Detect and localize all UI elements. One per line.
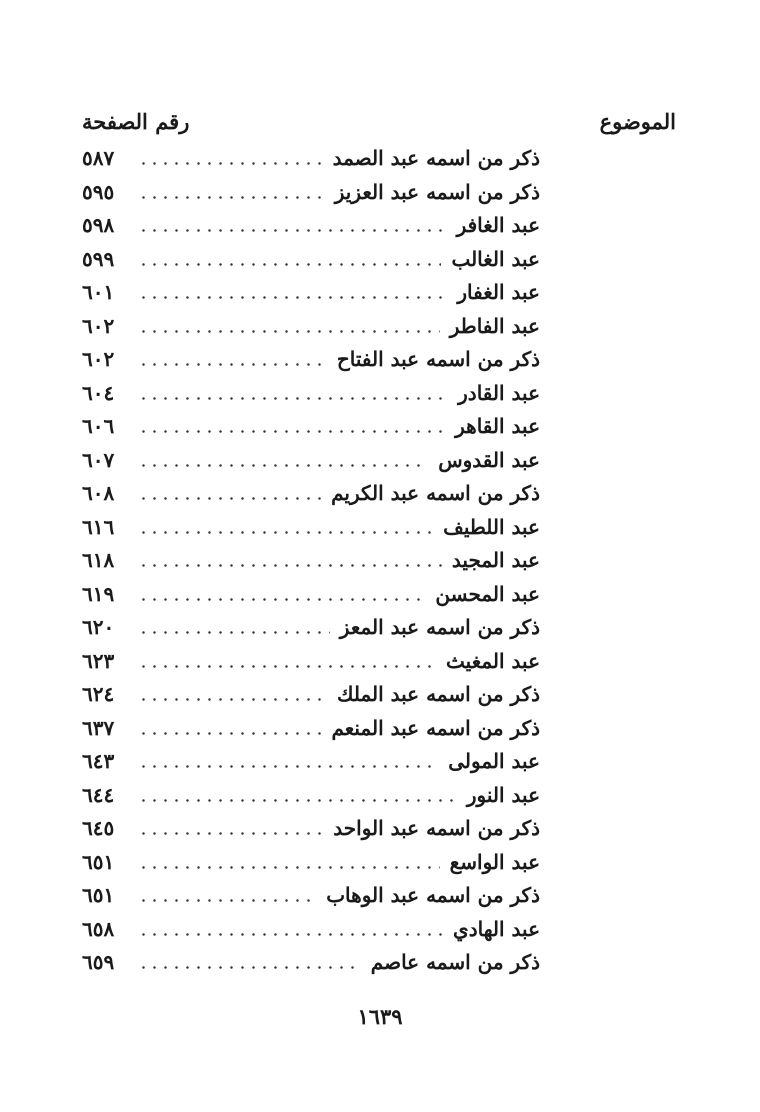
toc-entry — [82, 645, 540, 679]
toc-entry — [82, 812, 540, 846]
toc-entry-title: عبد الفاطر — [449, 313, 540, 338]
toc-entry-page: ٦٠٧ — [82, 447, 115, 472]
toc-entry-title: ذكر من اسمه عبد المنعم — [331, 715, 540, 740]
toc-entry-title: عبد المجيد — [451, 548, 540, 573]
toc-entry-page: ٦٥٨ — [82, 916, 115, 941]
toc-entry-title: ذكر من اسمه عبد الفتاح — [336, 347, 540, 372]
toc-entry-title: عبد اللطيف — [443, 514, 540, 539]
dot-leader — [138, 899, 316, 902]
toc-entry-title: ذكر من اسمه عبد المعز — [339, 615, 540, 640]
toc-entry — [82, 142, 540, 176]
toc-entry-title: ذكر من اسمه عبد العزيز — [334, 179, 540, 204]
toc-entry-title: ذكر من اسمه عبد الصمد — [332, 146, 540, 171]
toc-entry-page: ٦٤٤ — [82, 782, 115, 807]
toc-entry — [82, 410, 540, 444]
toc-entry-page: ٦٥١ — [82, 849, 115, 874]
toc-entry — [82, 176, 540, 210]
toc-entry-page: ٦٤٥ — [82, 816, 115, 841]
topic-column-heading: الموضوع — [599, 108, 676, 134]
toc-entry-title: عبد الغالب — [451, 246, 540, 271]
toc-entry — [82, 243, 540, 277]
dot-leader — [138, 296, 447, 299]
toc-entry-title: عبد المولى — [448, 749, 540, 774]
dot-leader — [138, 732, 321, 735]
toc-entry-page: ٦٠٨ — [82, 481, 115, 506]
toc-entry — [82, 444, 540, 478]
toc-entry-title: ذكر من اسمه عبد الكريم — [331, 481, 540, 506]
toc-entry — [82, 377, 540, 411]
toc-entry-page: ٦٢٠ — [82, 615, 115, 640]
toc-entry — [82, 678, 540, 712]
dot-leader — [138, 698, 327, 701]
toc-entry-page: ٦٤٣ — [82, 749, 115, 774]
dot-leader — [138, 665, 436, 668]
toc-entry-page: ٥٨٧ — [82, 146, 115, 171]
toc-entry — [82, 310, 540, 344]
toc-entry-title: عبد الهادي — [453, 916, 540, 941]
toc-entry-page: ٦١٦ — [82, 514, 115, 539]
dot-leader — [138, 631, 330, 634]
toc-entry — [82, 343, 540, 377]
toc-entry — [82, 611, 540, 645]
dot-leader — [138, 832, 323, 835]
toc-entry — [82, 578, 540, 612]
toc-entry — [82, 879, 540, 913]
dot-leader — [138, 933, 443, 936]
dot-leader — [138, 966, 361, 969]
toc-entry — [82, 209, 540, 243]
toc-entry-title: عبد المحسن — [435, 581, 540, 606]
dot-leader — [138, 363, 327, 366]
toc-entry-page: ٦٠٢ — [82, 313, 115, 338]
dot-leader — [138, 866, 440, 869]
toc-entry-page: ٥٩٨ — [82, 213, 115, 238]
dot-leader — [138, 531, 433, 534]
toc-entry — [82, 946, 540, 980]
dot-leader — [138, 162, 323, 165]
toc-entry-page: ٦١٩ — [82, 581, 115, 606]
toc-entry-page: ٥٩٥ — [82, 179, 115, 204]
toc-entry-page: ٦١٨ — [82, 548, 115, 573]
toc-entry-title: ذكر من اسمه عبد الوهاب — [326, 883, 540, 908]
toc-entry — [82, 276, 540, 310]
toc-entry — [82, 846, 540, 880]
toc-entry-page: ٥٩٩ — [82, 246, 115, 271]
toc-entry-title: عبد النور — [466, 782, 540, 807]
toc-entry-page: ٦٢٣ — [82, 648, 115, 673]
toc-entry-page: ٦٠١ — [82, 280, 115, 305]
toc-entry-title: عبد الواسع — [449, 849, 540, 874]
dot-leader — [138, 330, 440, 333]
dot-leader — [138, 564, 442, 567]
toc-entry-title: عبد الغفار — [457, 280, 540, 305]
dot-leader — [138, 464, 428, 467]
toc-entry-page: ٦٣٧ — [82, 715, 115, 740]
toc-entry-title: ذكر من اسمه عاصم — [370, 950, 540, 975]
toc-entry-title: عبد المغيث — [446, 648, 540, 673]
toc-entry-title: ذكر من اسمه عبد الواحد — [333, 816, 540, 841]
toc-entry-title: عبد القدوس — [438, 447, 540, 472]
page-number-footer: ١٦٣٩ — [357, 1004, 403, 1029]
toc-entry-title: عبد القادر — [458, 380, 540, 405]
toc-entry — [82, 511, 540, 545]
toc-entry-title: عبد القاهر — [455, 414, 540, 439]
toc-entry — [82, 712, 540, 746]
dot-leader — [138, 229, 447, 232]
toc-entry — [82, 477, 540, 511]
toc-entry — [82, 544, 540, 578]
toc-entry-title: عبد الغافر — [456, 213, 540, 238]
toc-entry-page: ٦٠٦ — [82, 414, 115, 439]
toc-entry — [82, 745, 540, 779]
dot-leader — [138, 430, 445, 433]
dot-leader — [138, 196, 325, 199]
dot-leader — [138, 397, 448, 400]
dot-leader — [138, 598, 425, 601]
toc-entry — [82, 779, 540, 813]
toc-header — [82, 104, 676, 138]
toc-entry-page: ٦٥١ — [82, 883, 115, 908]
dot-leader — [138, 263, 441, 266]
toc-entry-page: ٦٢٤ — [82, 682, 115, 707]
toc-entry-page: ٦٠٢ — [82, 347, 115, 372]
dot-leader — [138, 497, 321, 500]
dot-leader — [138, 765, 438, 768]
toc-entry-list — [82, 142, 540, 980]
dot-leader — [138, 799, 457, 802]
page-column-heading: رقم الصفحة — [82, 108, 190, 134]
toc-entry — [82, 913, 540, 947]
toc-entry-page: ٦٠٤ — [82, 380, 115, 405]
toc-entry-page: ٦٥٩ — [82, 950, 115, 975]
toc-entry-title: ذكر من اسمه عبد الملك — [336, 682, 540, 707]
